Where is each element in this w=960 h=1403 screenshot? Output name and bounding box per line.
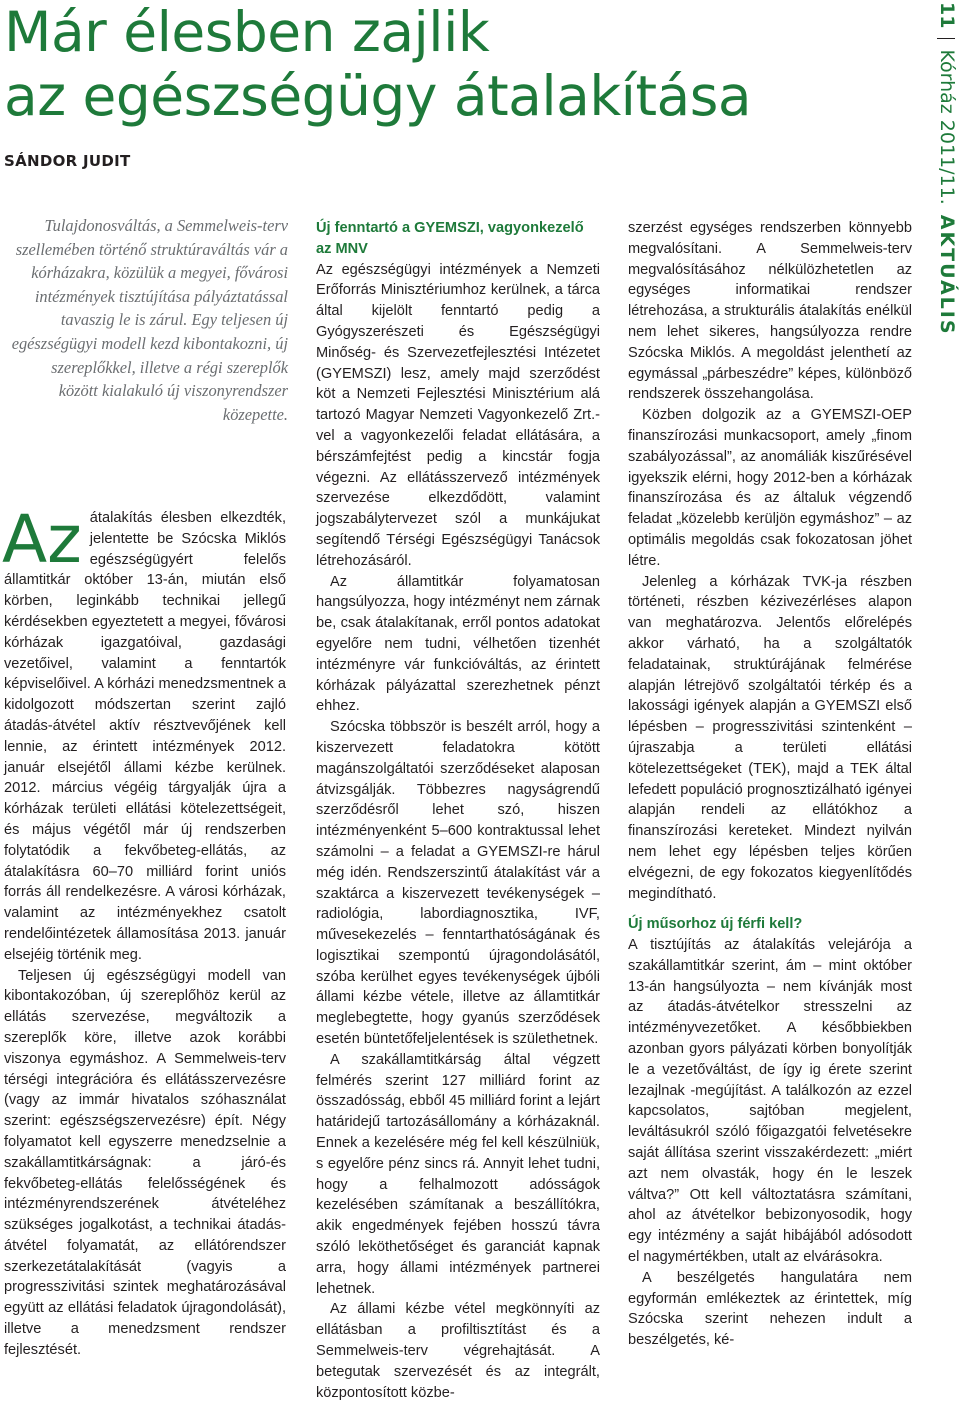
- column-3: [628, 218, 912, 1351]
- body-paragraph: Az államtitkár folyamatosan hangsúlyozza, hogy intézményt nem zárnak be, csak átalakítanak, erről pontos adatokat egyelőre nem tudni, vélhetően tizenhét intézményre vár funkcióváltás, az érintett kórházak pályázattal szerezhetnek pénzt ehhez.: [316, 573, 600, 715]
- column-2: [316, 218, 600, 1403]
- body-paragraph: Teljesen új egészségügyi modell van kibontakozóban, új szereplőhöz kerül az ellátás szervezése, megváltozik a szereplők köre, illetve azok korábbi viszonya egymáshoz. A Semmelweis-terv térségi integrációra és ellátásszervezésre (vagy az immár hivatalos szóhasználat szerint: egészségszervezésre) épít. Négy folyamatot kell egyszerre menedzselnie a szakállamtitkárságnak: a járó-és fekvőbeteg-ellátás felelősségének és intézményrendszerének átvételéhez szükséges jogalkotást, a technikai átadás-átvétel folyamatát, az ellátórendszer szerkezetátalakítását (vagyis a progresszivitási szintek meghatározásával együtt az ellátási feladatok újragondolását), illetve a menedzsment rendszer fejlesztését.: [4, 967, 286, 1358]
- author-byline: SÁNDOR JUDIT: [4, 152, 131, 170]
- body-paragraph: Az egészségügyi intézmények a Nemzeti Erőforrás Minisztériumhoz kerülnek, a tárca által kijelölt fenntartó pedig a Gyógyszerészeti és Egészségügyi Minőség- és Szervezetfejlesztési Intézetet (GYEMSZI) lesz, amely majd szerződést köt a Nemzeti Fejlesztési Minisztérium alá tartozó Magyar Nemzeti Vagyonkezelő Zrt.-vel a vagyonkezelői feladat ellátására, a bérszámfejtést pedig a kincstár fogja végezni. Az ellátásszervező intézmények szervezése elkezdődött, valamint jogszabálytervezet szól a munkájukat segítendő Térségi Egészségügyi Tanácsok létrehozásáról.: [316, 261, 600, 569]
- issue-label: Kórház 2011/11.: [936, 49, 958, 205]
- headline-line-2: az egészségügy átalakítása: [4, 64, 752, 128]
- spine-label: [936, 2, 958, 336]
- body-paragraph: Az állami kézbe vétel megkönnyíti az ellátásban a profiltisztítást és a Semmelweis-terv végrehajtását. A betegutak szervezését és az integrált, központosított közbe-: [316, 1301, 600, 1401]
- body-paragraph: Jelenleg a kórházak TVK-ja részben történeti, részben kézivezérléses alapon van meghatározva. Jelentős előrelépés akkor várható, ha a szolgáltatók feladatainak, struktúrájának felmérése alapján létrejövő szolgáltatói térkép és a lakossági igények alapján a GYEMSZI első lépésben – progresszivitási szintenként – újraszabja a területi ellátási kötelezettségeket (TEK), majd a TEK által lefedett populáció prognosztizálható igényei alapján rendeli az ellátókhoz a finanszírozási kereteket. Mindezt nyilván nem lehet egy lépésben teljes körűen elvégezni, de egy fokozatos kiegyenlítődés megindítható.: [628, 573, 912, 902]
- body-paragraph: Közben dolgozik az a GYEMSZI-OEP finanszírozási munkacsoport, amely „finom szabályozással”, az anomáliák kiszűrésével igyekszik elérni, hogy 2012-ben a kórházak finanszírozása és az általuk végzendő feladat „közelebb kerüljön egymáshoz” – az optimális megoldás csak fokozatosan jöhet létre.: [628, 407, 912, 569]
- body-paragraph: szerzést egységes rendszerben könnyebb megvalósítani. A Semmelweis-terv megvalósításához nélkülözhetetlen az egységes informatikai rendszer létrehozása, a strukturális átalakítás enélkül nem lehet sikeres, hangsúlyozza rendre Szócska Miklós. A megoldást jelenthetí az egymással „párbeszédre” képes, különböző rendszerek összehangolása.: [628, 220, 912, 403]
- headline-line-1: Már élesben zajlik: [4, 0, 490, 64]
- body-paragraph: A tisztújítás az átalakítás velejárója a szakállamtitkár szerint, ám – mint október 13-án hangsúlyozta – nem kívánják most az átadás-átvételkor stresszelni az intézményvezetőket. A későbbiekben azonban gyors pályázati körben bonyolítják le a vezetőváltást, de így ig érete szerint lezajlnak -megújítást. A találkozón az ezzel kapcsolatos, sajtóban megjelent, leváltásukról szóló főigazgatói felvetésekre saját állítása szerint visszakérdezett: „miért azt nem olvasták, hogy én le leszek váltva?” Ott kell változtatásra számítani, ahol az átvételkor bebizonyosodik, hogy egy intézmény a saját hibájából adósodott el nagymértékben, utalt az elvárásokra.: [628, 937, 912, 1266]
- column-1: [2, 501, 286, 1361]
- section-label: AKTUÁLIS: [936, 214, 958, 336]
- paragraph-text: átalakítás élesben elkezdték, jelentette be Szócska Miklós egészségügyért felelős államtitkár október 13-án, miután első körben, leginkább technikai jellegű kérdésekben egyeztetett a megyei, fővárosi kórházak igazgatóival, gazdasági vezetőivel, valamint a fenntartók képviselőivel. A kórházi menedzsmentnek a kidolgozott módszertan szerint zajló átadás-átvétel aktív résztvevőjének kell lennie, az érintett intézmények 2012. január elsejétől állami kézbe kerülnek. 2012. március végéig tárgyalják újra a kórházak területi ellátási kötelezettségeit, és május végétől már új rendszerben folytatódik a fekvőbeteg-ellátás, az átalakításra 60–70 milliárd forint uniós forrás áll rendelkezésre. A városi kórházak, valamint az intézményekhez csatolt rendelőintézetek államosítása 2013. január elsejéig történik meg.: [4, 510, 286, 963]
- subheading: Új fenntartó a GYEMSZI, vagyonkezelő az MNV: [316, 220, 584, 257]
- page-spine: [934, 0, 960, 336]
- article-lead: [8, 214, 288, 426]
- page-number: 11: [936, 2, 958, 29]
- lead-paragraph: Tulajdonosváltás, a Semmelweis-terv szellemében történő struktúraváltás vár a kórházakra, közülük a megyei, fővárosi intézmények tisztújítása pályáztatással tavaszig le is zárul. Egy teljesen új egészségügyi modell kezd kibontakozni, új szereplőkkel, illetve a régi szereplők között kialakuló új viszonyrendszer közepette.: [11, 216, 288, 424]
- subheading: Új műsorhoz új férfi kell?: [628, 916, 803, 933]
- dropcap: Az: [2, 501, 82, 578]
- body-paragraph: A beszélgetés hangulatára nem egyformán emlékeztek az érintettek, míg Szócska szerint nehezen indult a beszélgetés, ké-: [628, 1269, 912, 1349]
- article-headline: [4, 0, 904, 128]
- spine-divider: [938, 38, 956, 39]
- body-paragraph: [2, 501, 286, 966]
- body-paragraph: A szakállamtitkárság által végzett felmérés szerint 127 milliárd forint az összadósság, ebből 45 milliárd forint a lejárt határidejű tartozásállomány a kórházaknál. Ennek a kezelésére még fel kell készülniük, s egyelőre pénz sincs rá. Annyit lehet tudni, hogy a felhalmozott adósságok kezelésében számítanak a beszállítókra, akik engedmények fejében hosszú távra szóló leköthetőséget és garanciát kapnak arra, hogy állami intézmények partnerei lehetnek.: [316, 1051, 600, 1297]
- body-paragraph: Szócska többször is beszélt arról, hogy a kiszervezett feladatokra kötött magánszolgáltatói szerződéseket alaposan átvizsgálják. Többezres nagyságrendű szerződésről lehet szó, hiszen intézményenként 5–600 kontraktussal lehet számolni – a feladat a GYEMSZI-re hárul még idén. Rendszerszintű átalakítást vár a szaktárca a kiszervezett tevékenységek – radiológia, labordiagnosztika, IVF, művesekezelés – fenntarthatóságának és logisztikai szempontú újragondolásától, szóba kerülhet egyes tevékenységek újbóli állami kézbe vétele, illetve az államtitkár meglebegtette, hogy gyanús szerződések esetén büntetőfeljelentések is születhetnek.: [316, 719, 600, 1048]
